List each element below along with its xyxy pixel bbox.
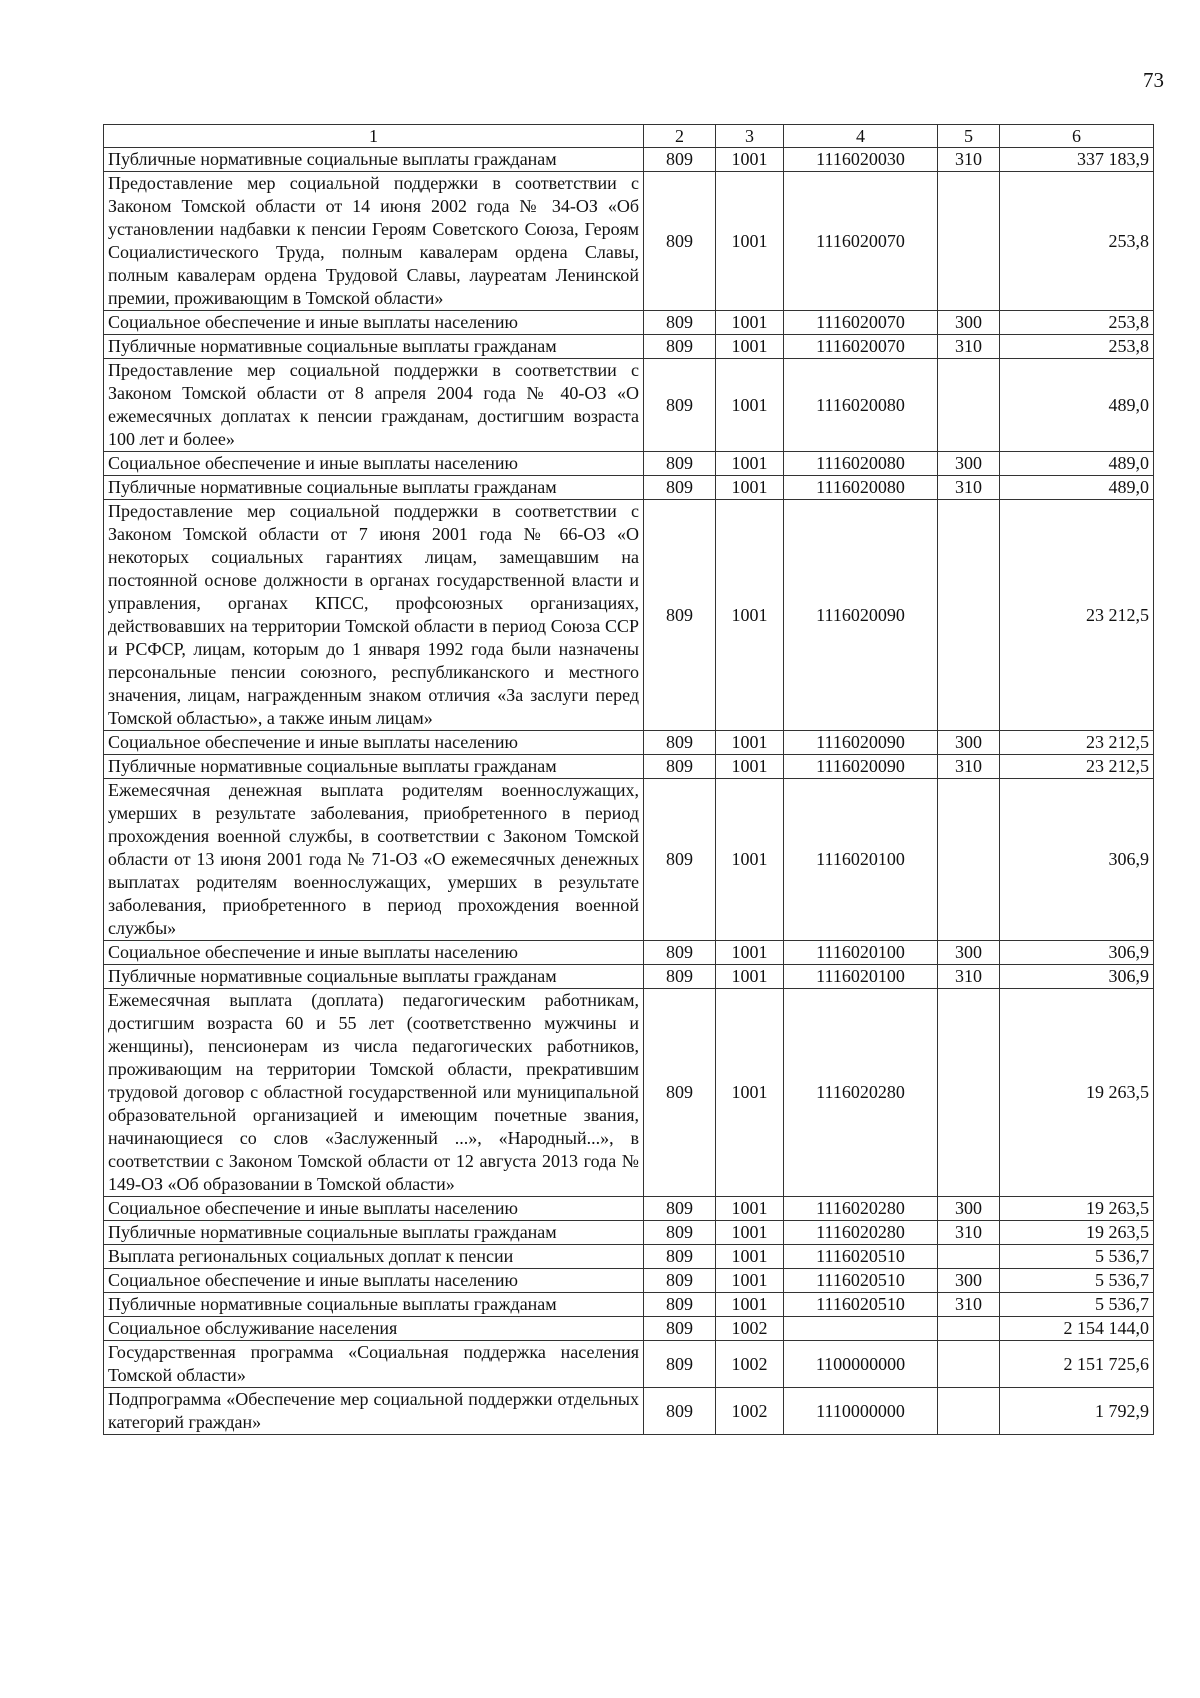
section-code-cell: 1001	[716, 335, 784, 359]
target-code-cell: 1116020090	[784, 500, 938, 731]
name-cell: Публичные нормативные социальные выплаты гражданам	[104, 335, 644, 359]
name-cell: Социальное обеспечение и иные выплаты населению	[104, 311, 644, 335]
section-code-cell: 1001	[716, 500, 784, 731]
expense-type-cell: 300	[938, 1269, 1000, 1293]
ministry-code-cell: 809	[644, 452, 716, 476]
table-row	[104, 779, 1154, 941]
section-code-cell: 1001	[716, 311, 784, 335]
table-row	[104, 755, 1154, 779]
section-code-cell: 1001	[716, 989, 784, 1197]
table-row	[104, 1317, 1154, 1341]
section-code-cell: 1001	[716, 359, 784, 452]
expense-type-cell: 310	[938, 965, 1000, 989]
table-row	[104, 359, 1154, 452]
target-code-cell: 1100000000	[784, 1341, 938, 1388]
amount-cell: 19 263,5	[1000, 1221, 1154, 1245]
amount-cell: 337 183,9	[1000, 148, 1154, 172]
amount-cell: 19 263,5	[1000, 989, 1154, 1197]
name-cell: Социальное обеспечение и иные выплаты населению	[104, 1269, 644, 1293]
section-code-cell: 1001	[716, 965, 784, 989]
ministry-code-cell: 809	[644, 1293, 716, 1317]
section-code-cell: 1001	[716, 1197, 784, 1221]
expense-type-cell	[938, 989, 1000, 1197]
name-cell: Предоставление мер социальной поддержки в соответствии с Законом Томской области от 7 июня 2001 года № 66-ОЗ «О некоторых социальных гарантиях лицам, замещавшим на постоянной основе должности в органах государственной власти и управления, органах КПСС, профсоюзных организациях, действовавших на территории Томской области в период Союза ССР и РСФСР, лицам, которым до 1 января 1992 года были назначены персональные пенсии союзного, республиканского и местного значения, лицам, награжденным знаком отличия «За заслуги перед Томской областью», а также иным лицам»	[104, 500, 644, 731]
name-cell: Социальное обеспечение и иные выплаты населению	[104, 941, 644, 965]
amount-cell: 23 212,5	[1000, 500, 1154, 731]
target-code-cell: 1116020070	[784, 172, 938, 311]
header-cell: 2	[644, 125, 716, 148]
header-cell: 4	[784, 125, 938, 148]
table-row	[104, 452, 1154, 476]
section-code-cell: 1001	[716, 941, 784, 965]
expense-type-cell	[938, 359, 1000, 452]
section-code-cell: 1002	[716, 1388, 784, 1435]
ministry-code-cell: 809	[644, 965, 716, 989]
amount-cell: 306,9	[1000, 941, 1154, 965]
ministry-code-cell: 809	[644, 1269, 716, 1293]
expense-type-cell	[938, 1388, 1000, 1435]
table-row	[104, 311, 1154, 335]
ministry-code-cell: 809	[644, 172, 716, 311]
ministry-code-cell: 809	[644, 1221, 716, 1245]
table-row	[104, 1269, 1154, 1293]
section-code-cell: 1001	[716, 1245, 784, 1269]
page-number: 73	[1143, 68, 1164, 92]
target-code-cell: 1116020100	[784, 941, 938, 965]
name-cell: Публичные нормативные социальные выплаты гражданам	[104, 476, 644, 500]
table-row	[104, 172, 1154, 311]
expense-type-cell: 310	[938, 755, 1000, 779]
name-cell: Социальное обслуживание населения	[104, 1317, 644, 1341]
target-code-cell: 1116020080	[784, 452, 938, 476]
amount-cell: 489,0	[1000, 452, 1154, 476]
target-code-cell: 1116020510	[784, 1293, 938, 1317]
expense-type-cell: 300	[938, 1197, 1000, 1221]
amount-cell: 19 263,5	[1000, 1197, 1154, 1221]
amount-cell: 253,8	[1000, 311, 1154, 335]
amount-cell: 489,0	[1000, 476, 1154, 500]
section-code-cell: 1002	[716, 1317, 784, 1341]
ministry-code-cell: 809	[644, 1197, 716, 1221]
name-cell: Выплата региональных социальных доплат к пенсии	[104, 1245, 644, 1269]
target-code-cell: 1116020510	[784, 1269, 938, 1293]
section-code-cell: 1001	[716, 755, 784, 779]
expense-type-cell	[938, 500, 1000, 731]
table-row	[104, 1221, 1154, 1245]
ministry-code-cell: 809	[644, 779, 716, 941]
amount-cell: 1 792,9	[1000, 1388, 1154, 1435]
expense-type-cell: 310	[938, 335, 1000, 359]
expense-type-cell: 310	[938, 476, 1000, 500]
amount-cell: 2 154 144,0	[1000, 1317, 1154, 1341]
table-row	[104, 476, 1154, 500]
name-cell: Предоставление мер социальной поддержки в соответствии с Законом Томской области от 8 апреля 2004 года № 40-ОЗ «О ежемесячных доплатах к пенсии гражданам, достигшим возраста 100 лет и более»	[104, 359, 644, 452]
target-code-cell: 1116020070	[784, 335, 938, 359]
table-row	[104, 1197, 1154, 1221]
section-code-cell: 1001	[716, 731, 784, 755]
table-row	[104, 335, 1154, 359]
section-code-cell: 1001	[716, 1221, 784, 1245]
target-code-cell: 1116020280	[784, 989, 938, 1197]
name-cell: Публичные нормативные социальные выплаты гражданам	[104, 755, 644, 779]
expense-type-cell: 300	[938, 731, 1000, 755]
target-code-cell: 1116020280	[784, 1221, 938, 1245]
header-cell: 3	[716, 125, 784, 148]
name-cell: Публичные нормативные социальные выплаты гражданам	[104, 1221, 644, 1245]
table-row	[104, 965, 1154, 989]
amount-cell: 306,9	[1000, 965, 1154, 989]
ministry-code-cell: 809	[644, 359, 716, 452]
amount-cell: 5 536,7	[1000, 1245, 1154, 1269]
ministry-code-cell: 809	[644, 311, 716, 335]
expense-type-cell: 300	[938, 941, 1000, 965]
expense-type-cell: 300	[938, 452, 1000, 476]
header-cell: 1	[104, 125, 644, 148]
amount-cell: 253,8	[1000, 335, 1154, 359]
expense-type-cell	[938, 1341, 1000, 1388]
section-code-cell: 1001	[716, 1293, 784, 1317]
section-code-cell: 1001	[716, 148, 784, 172]
header-cell: 6	[1000, 125, 1154, 148]
expense-type-cell: 310	[938, 148, 1000, 172]
expense-type-cell: 310	[938, 1221, 1000, 1245]
target-code-cell: 1110000000	[784, 1388, 938, 1435]
ministry-code-cell: 809	[644, 1317, 716, 1341]
target-code-cell	[784, 1317, 938, 1341]
name-cell: Социальное обеспечение и иные выплаты населению	[104, 731, 644, 755]
table-row	[104, 731, 1154, 755]
section-code-cell: 1001	[716, 1269, 784, 1293]
amount-cell: 489,0	[1000, 359, 1154, 452]
target-code-cell: 1116020090	[784, 731, 938, 755]
section-code-cell: 1002	[716, 1341, 784, 1388]
expense-type-cell	[938, 172, 1000, 311]
target-code-cell: 1116020070	[784, 311, 938, 335]
expense-type-cell: 300	[938, 311, 1000, 335]
section-code-cell: 1001	[716, 476, 784, 500]
amount-cell: 306,9	[1000, 779, 1154, 941]
table-row	[104, 989, 1154, 1197]
ministry-code-cell: 809	[644, 335, 716, 359]
ministry-code-cell: 809	[644, 476, 716, 500]
expense-type-cell	[938, 779, 1000, 941]
name-cell: Предоставление мер социальной поддержки в соответствии с Законом Томской области от 14 июня 2002 года № 34-ОЗ «Об установлении надбавки к пенсии Героям Советского Союза, Героям Социалистического Труда, полным кавалерам ордена Славы, полным кавалерам ордена Трудовой Славы, лауреатам Ленинской премии, проживающим в Томской области»	[104, 172, 644, 311]
amount-cell: 5 536,7	[1000, 1269, 1154, 1293]
table-row	[104, 1293, 1154, 1317]
ministry-code-cell: 809	[644, 941, 716, 965]
name-cell: Социальное обеспечение и иные выплаты населению	[104, 452, 644, 476]
ministry-code-cell: 809	[644, 731, 716, 755]
budget-table	[103, 124, 1154, 1435]
name-cell: Публичные нормативные социальные выплаты гражданам	[104, 148, 644, 172]
name-cell: Публичные нормативные социальные выплаты гражданам	[104, 1293, 644, 1317]
target-code-cell: 1116020030	[784, 148, 938, 172]
name-cell: Государственная программа «Социальная поддержка населения Томской области»	[104, 1341, 644, 1388]
target-code-cell: 1116020280	[784, 1197, 938, 1221]
target-code-cell: 1116020090	[784, 755, 938, 779]
section-code-cell: 1001	[716, 779, 784, 941]
name-cell: Ежемесячная выплата (доплата) педагогическим работникам, достигшим возраста 60 и 55 лет (соответственно мужчины и женщины), пенсионерам из числа педагогических работников, проживающим на территории Томской области, прекратившим трудовой договор с областной государственной или муниципальной образовательной организацией и имеющим почетные звания, начинающиеся со слов «Заслуженный ...», «Народный...», в соответствии с Законом Томской области от 12 августа 2013 года № 149-ОЗ «Об образовании в Томской области»	[104, 989, 644, 1197]
amount-cell: 23 212,5	[1000, 731, 1154, 755]
table-row	[104, 1388, 1154, 1435]
table-header-row	[104, 125, 1154, 148]
ministry-code-cell: 809	[644, 755, 716, 779]
ministry-code-cell: 809	[644, 148, 716, 172]
name-cell: Социальное обеспечение и иные выплаты населению	[104, 1197, 644, 1221]
table-row	[104, 148, 1154, 172]
header-cell: 5	[938, 125, 1000, 148]
section-code-cell: 1001	[716, 452, 784, 476]
table-body	[104, 125, 1154, 1435]
name-cell: Публичные нормативные социальные выплаты гражданам	[104, 965, 644, 989]
table-row	[104, 1341, 1154, 1388]
amount-cell: 23 212,5	[1000, 755, 1154, 779]
target-code-cell: 1116020080	[784, 476, 938, 500]
section-code-cell: 1001	[716, 172, 784, 311]
name-cell: Подпрограмма «Обеспечение мер социальной поддержки отдельных категорий граждан»	[104, 1388, 644, 1435]
ministry-code-cell: 809	[644, 1388, 716, 1435]
expense-type-cell: 310	[938, 1293, 1000, 1317]
amount-cell: 5 536,7	[1000, 1293, 1154, 1317]
table-row	[104, 1245, 1154, 1269]
amount-cell: 253,8	[1000, 172, 1154, 311]
ministry-code-cell: 809	[644, 1245, 716, 1269]
table-row	[104, 941, 1154, 965]
target-code-cell: 1116020080	[784, 359, 938, 452]
expense-type-cell	[938, 1245, 1000, 1269]
table-row	[104, 500, 1154, 731]
ministry-code-cell: 809	[644, 1341, 716, 1388]
ministry-code-cell: 809	[644, 500, 716, 731]
target-code-cell: 1116020510	[784, 1245, 938, 1269]
amount-cell: 2 151 725,6	[1000, 1341, 1154, 1388]
ministry-code-cell: 809	[644, 989, 716, 1197]
target-code-cell: 1116020100	[784, 965, 938, 989]
expense-type-cell	[938, 1317, 1000, 1341]
target-code-cell: 1116020100	[784, 779, 938, 941]
name-cell: Ежемесячная денежная выплата родителям военнослужащих, умерших в результате заболевания, приобретенного в период прохождения военной службы, в соответствии с Законом Томской области от 13 июня 2001 года № 71-ОЗ «О ежемесячных денежных выплатах родителям военнослужащих, умерших в результате заболевания, приобретенного в период прохождения военной службы»	[104, 779, 644, 941]
